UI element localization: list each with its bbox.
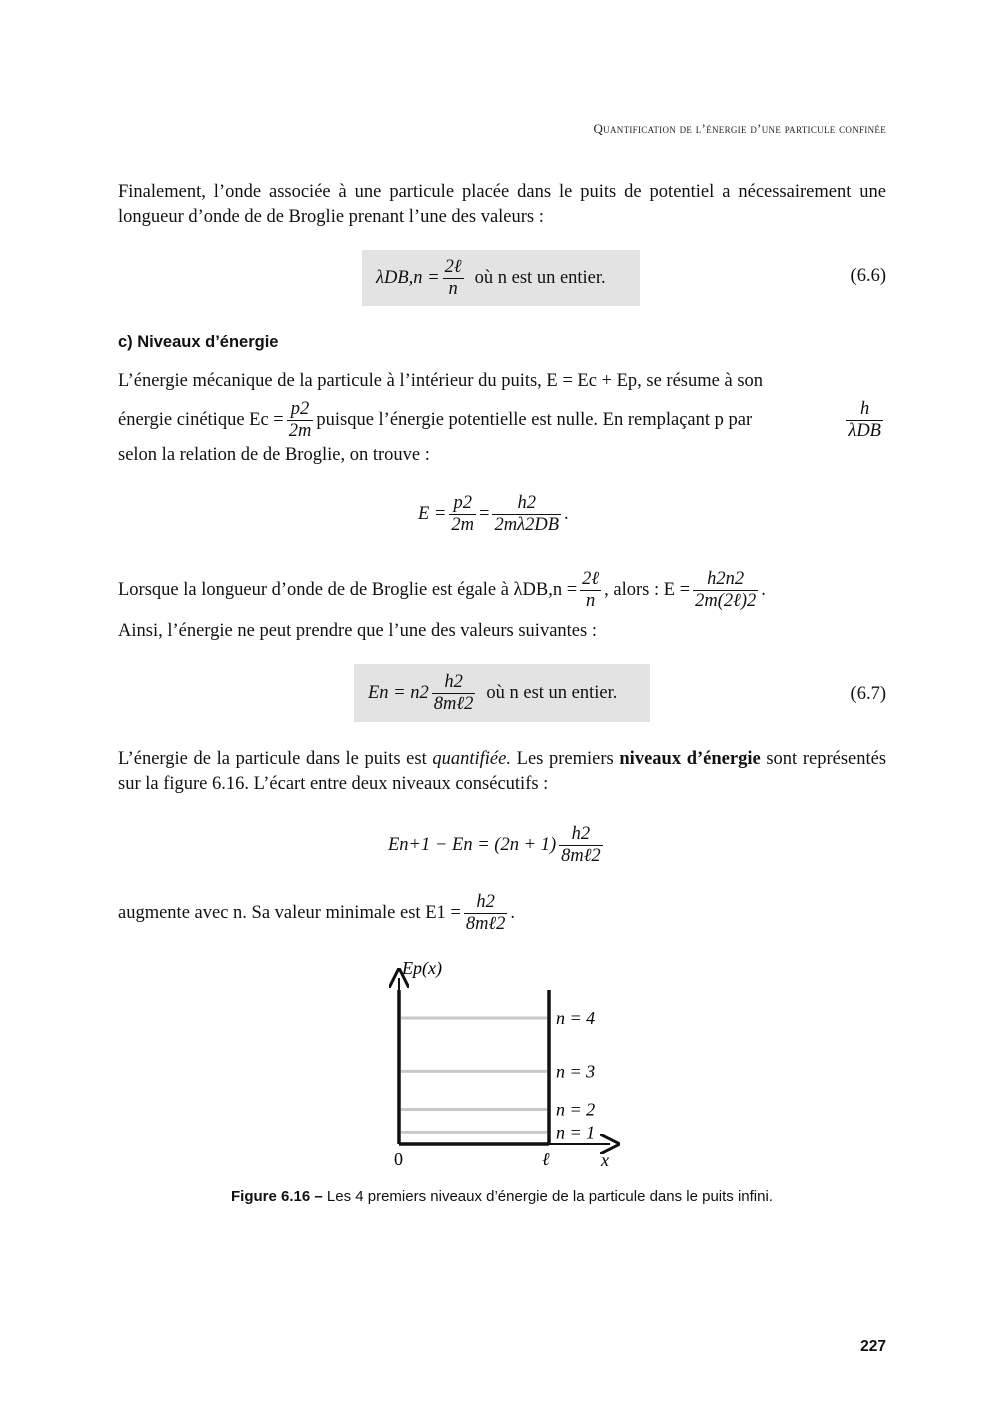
eq-energy-mid: = bbox=[479, 503, 490, 524]
para3-f-num: 2ℓ bbox=[582, 568, 600, 589]
y-axis-label: Ep(x) bbox=[402, 958, 442, 978]
eq67-denominator: 8mℓ2 bbox=[433, 693, 474, 714]
eq66-fraction bbox=[443, 257, 464, 300]
x-axis-label: x bbox=[601, 1150, 609, 1170]
caption-text: Les 4 premiers niveaux d’énergie de la particule dans le puits infini. bbox=[326, 1188, 773, 1205]
para6-den: 8mℓ2 bbox=[465, 913, 506, 934]
para3-fraction-f bbox=[580, 569, 601, 612]
energy-level-label-1: n = 1 bbox=[556, 1122, 596, 1143]
equation-number-6-7: (6.7) bbox=[850, 684, 886, 704]
para6-fraction bbox=[464, 892, 508, 935]
eq-energy-lhs: E = bbox=[418, 503, 447, 524]
energy-level-label-2: n = 2 bbox=[556, 1099, 596, 1120]
eq-energy-f2-den: 2mλ2DB bbox=[494, 514, 560, 535]
paragraph-mechanical-energy bbox=[118, 369, 886, 394]
eq66-denominator: n bbox=[448, 278, 458, 299]
paragraph-minimum bbox=[118, 884, 515, 942]
para5-text-c: sont représentés sur la figure 6.16. L’écart entre deux niveaux consécutifs : bbox=[118, 749, 887, 794]
para3-text-b: , alors : E = bbox=[604, 579, 691, 600]
equation-6-6-box bbox=[362, 250, 640, 306]
para6-text: augmente avec n. Sa valeur minimale est E1 = bbox=[118, 902, 461, 923]
eq67-text: où n est un entier. bbox=[486, 682, 618, 703]
caption-label: Figure 6.16 – bbox=[231, 1188, 323, 1205]
equation-number-6-6: (6.6) bbox=[850, 266, 886, 286]
para3-g-den: 2m(2ℓ)2 bbox=[695, 590, 757, 611]
equation-difference bbox=[388, 816, 606, 874]
eq-energy-end: . bbox=[564, 503, 569, 524]
energy-level-label-3: n = 3 bbox=[556, 1061, 596, 1082]
eq-energy-f1-den: 2m bbox=[451, 514, 475, 535]
running-head: Quantification de l’énergie d’une particule confinée bbox=[593, 121, 886, 136]
para2-frac-b-num: h bbox=[846, 399, 883, 421]
eq67-numerator: h2 bbox=[432, 672, 476, 694]
para5-bold: niveaux d’énergie bbox=[619, 749, 761, 769]
paragraph-values: Ainsi, l’énergie ne peut prendre que l’une des valeurs suivantes : bbox=[118, 621, 597, 641]
eq67-lhs: En = n2 bbox=[368, 682, 429, 703]
para2-fraction-b bbox=[846, 399, 883, 442]
width-label: ℓ bbox=[542, 1149, 550, 1169]
para2-fraction-a bbox=[287, 399, 314, 442]
para3-text-a: Lorsque la longueur d’onde de de Broglie est égale à λDB,n = bbox=[118, 579, 578, 600]
intro-paragraph: Finalement, l’onde associée à une particule placée dans le puits de potentiel a nécessairement une longueur d’onde de de Broglie prenant l’une des valeurs : bbox=[118, 182, 886, 227]
eq-energy-frac2 bbox=[492, 493, 561, 536]
eq66-text: où n est un entier. bbox=[474, 267, 606, 288]
para2-line2 bbox=[118, 394, 886, 446]
para3-fraction-g bbox=[693, 569, 758, 612]
para6-end: . bbox=[510, 902, 516, 923]
paragraph-de-broglie bbox=[118, 562, 766, 618]
eq66-lhs: λDB,n = bbox=[376, 267, 440, 288]
eq-diff-den: 8mℓ2 bbox=[561, 845, 601, 866]
equation-energy bbox=[418, 485, 569, 543]
eq-energy-f2-num: h2 bbox=[492, 493, 561, 515]
eq66-numerator: 2ℓ bbox=[444, 256, 462, 277]
section-title: c) Niveaux d’énergie bbox=[118, 333, 279, 351]
eq-diff-fraction bbox=[559, 824, 603, 867]
para5-text-a: L’énergie de la particule dans le puits est bbox=[118, 749, 427, 769]
para2-text-b: puisque l’énergie potentielle est nulle. En remplaçant p par bbox=[316, 409, 753, 430]
para3-f-den: n bbox=[586, 590, 596, 611]
para5-text-b: Les premiers bbox=[516, 749, 614, 769]
para3-g-num: h2n2 bbox=[693, 569, 758, 591]
para2-line3: selon la relation de de Broglie, on trouve : bbox=[118, 445, 430, 465]
eq-energy-f1-num: p2 bbox=[449, 493, 476, 515]
figure-caption bbox=[0, 1188, 1004, 1205]
para6-num: h2 bbox=[464, 892, 508, 914]
para2-frac-b-den: λDB bbox=[848, 420, 881, 441]
para3-end: . bbox=[761, 579, 766, 600]
para5-italic: quantifiée. bbox=[432, 749, 511, 769]
page-number: 227 bbox=[860, 1338, 886, 1355]
para2-text-a: énergie cinétique Ec = bbox=[118, 409, 284, 430]
paragraph-quantified bbox=[118, 747, 886, 797]
eq-energy-frac1 bbox=[449, 493, 476, 536]
eq67-fraction bbox=[432, 672, 476, 715]
para2-frac-a-den: 2m bbox=[288, 420, 312, 441]
energy-level-figure bbox=[380, 950, 640, 1175]
energy-level-label-4: n = 4 bbox=[556, 1008, 596, 1028]
para2-frac-a-num: p2 bbox=[287, 399, 314, 421]
equation-6-7-box bbox=[354, 664, 650, 722]
origin-label: 0 bbox=[394, 1149, 403, 1169]
eq-diff-num: h2 bbox=[559, 824, 603, 846]
eq-diff-lhs: En+1 − En = (2n + 1) bbox=[388, 834, 557, 855]
para2-line1: L’énergie mécanique de la particule à l’intérieur du puits, E = Ec + Ep, se résume à son bbox=[118, 371, 764, 391]
